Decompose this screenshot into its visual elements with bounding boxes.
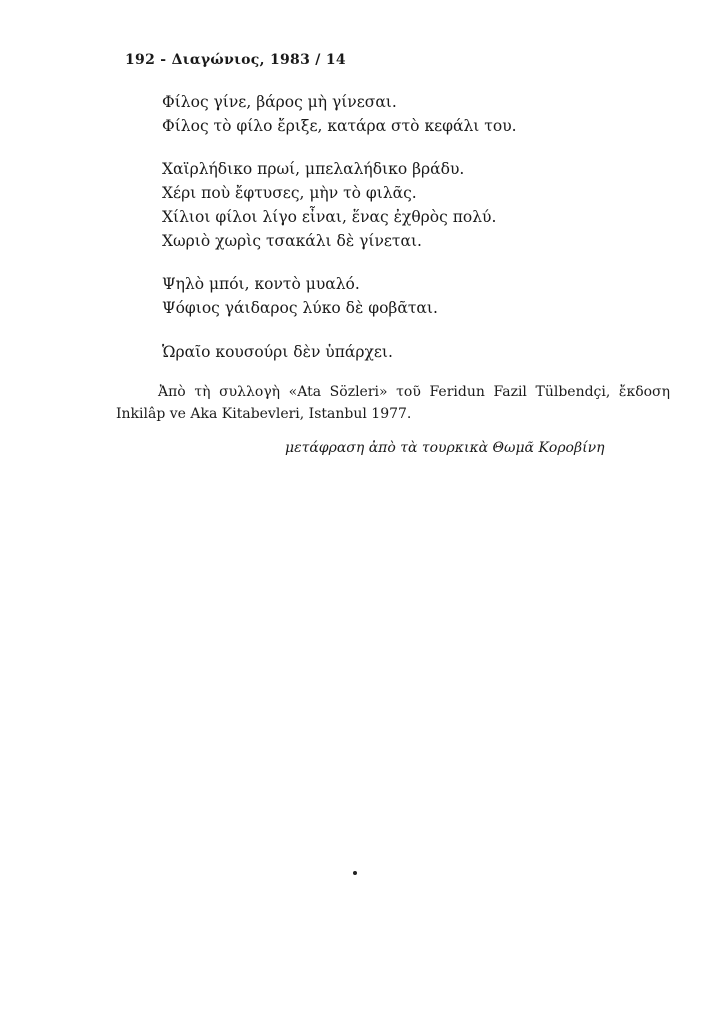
page-header: 192 - Διαγώνιος, 1983 / 14 bbox=[125, 52, 346, 68]
proverb-line: Χέρι ποὺ ἔφτυσες, μὴν τὸ φιλᾶς. bbox=[162, 184, 417, 202]
proverb-line: Χωριὸ χωρὶς τσακάλι δὲ γίνεται. bbox=[162, 232, 422, 250]
proverb-line: Ψηλὸ μπόι, κοντὸ μυαλό. bbox=[162, 275, 360, 293]
stanza-3 bbox=[162, 272, 438, 320]
proverb-line: Ψόφιος γάιδαρος λύκο δὲ φοβᾶται. bbox=[162, 299, 438, 317]
stanza-2 bbox=[162, 157, 496, 253]
stanza-1 bbox=[162, 90, 517, 138]
proverb-line: Φίλος γίνε, βάρος μὴ γίνεσαι. bbox=[162, 93, 397, 111]
proverb-line: Χίλιοι φίλοι λίγο εἶναι, ἕνας ἐχθρὸς πολύ. bbox=[162, 208, 497, 226]
proverb-line: Χαϊρλήδικο πρωί, μπελαλήδικο βράδυ. bbox=[162, 160, 465, 178]
proverb-line: Ὡραῖο κουσούρι δὲν ὑπάρχει. bbox=[162, 343, 393, 361]
source-note: Ἀπὸ τὴ συλλογὴ «Ata Sözleri» τοῦ Feridun Fazil Tülbendçi, ἔκδοση Inkilâp ve Aka Kitabevleri, Istanbul 1977. bbox=[116, 384, 670, 422]
translator-credit: μετάφραση ἀπὸ τὰ τουρκικὰ Θωμᾶ Κοροβίνη bbox=[285, 440, 605, 456]
stanza-4 bbox=[162, 340, 393, 364]
proverb-line: Φίλος τὸ φίλο ἔριξε, κατάρα στὸ κεφάλι του. bbox=[162, 117, 517, 135]
page-mark-dot bbox=[353, 871, 357, 875]
